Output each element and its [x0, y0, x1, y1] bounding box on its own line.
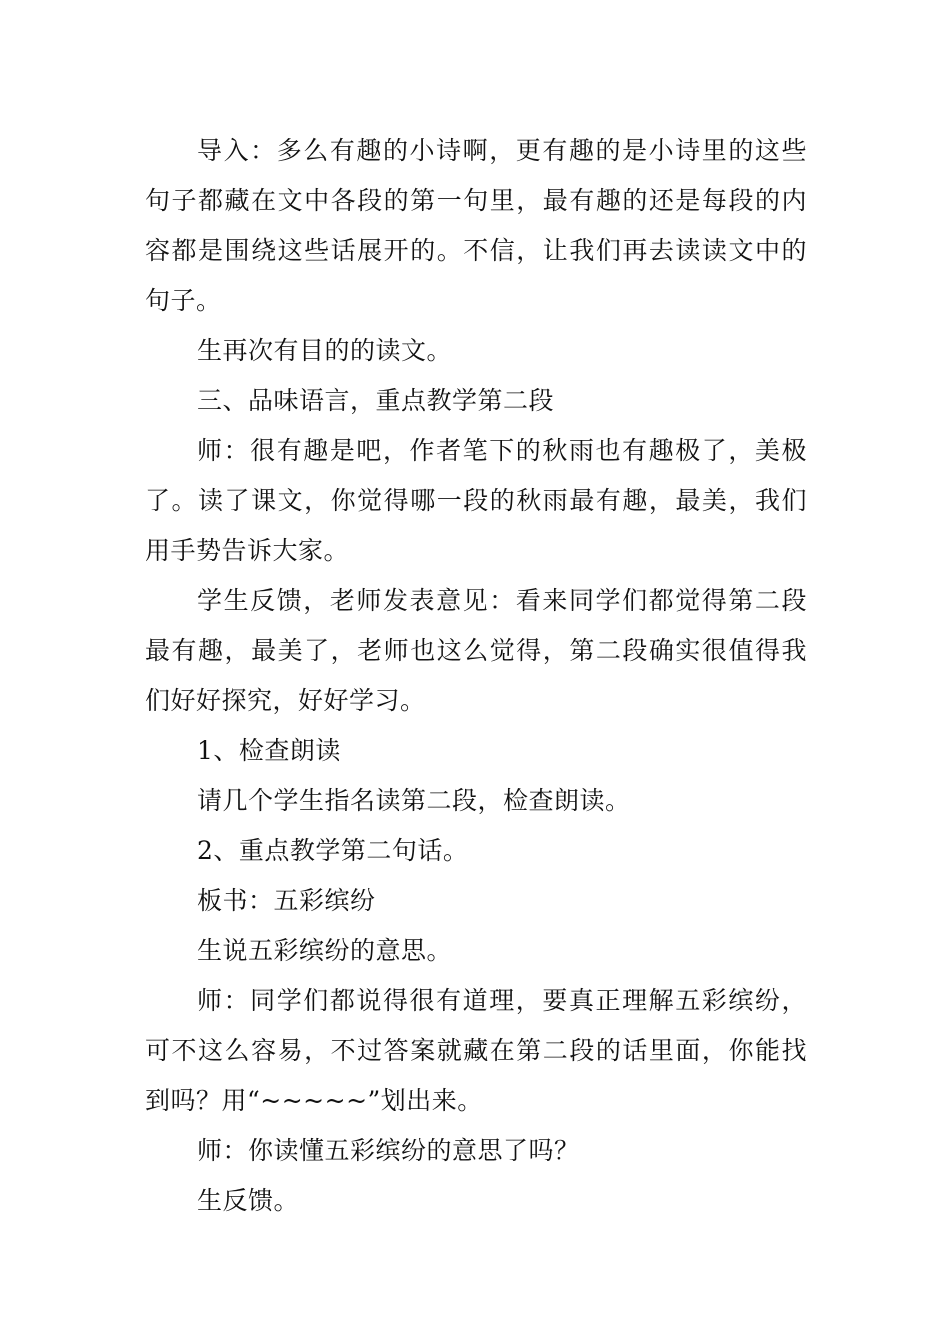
paragraph-intro: 导入：多么有趣的小诗啊，更有趣的是小诗里的这些句子都藏在文中各段的第一句里，最有趣的还是每段的内容都是围绕这些话展开的。不信，让我们再去读读文中的句子。 [145, 136, 807, 315]
paragraph-check-reading: 请几个学生指名读第二段，检查朗读。 [197, 786, 631, 815]
paragraph-teacher-find: 师：同学们都说得很有道理，要真正理解五彩缤纷，可不这么容易，不过答案就藏在第二段的话里面，你能找到吗？用“~~~~~”划出来。 [145, 986, 807, 1115]
paragraph-teacher-question: 师：很有趣是吧，作者笔下的秋雨也有趣极了，美极了。读了课文，你觉得哪一段的秋雨最有趣，最美，我们用手势告诉大家。 [145, 436, 807, 565]
paragraph-student-feedback: 学生反馈，老师发表意见：看来同学们都觉得第二段最有趣，最美了，老师也这么觉得，第二段确实很值得我们好好探究，好好学习。 [145, 586, 807, 715]
paragraph-meaning: 生说五彩缤纷的意思。 [197, 936, 453, 965]
document-body [145, 126, 807, 1226]
paragraph-teacher-ask: 师：你读懂五彩缤纷的意思了吗？ [197, 1136, 580, 1165]
section-heading-three: 三、品味语言，重点教学第二段 [197, 386, 555, 415]
paragraph-feedback: 生反馈。 [197, 1186, 300, 1215]
paragraph-board-writing: 板书：五彩缤纷 [197, 886, 376, 915]
step-heading-two: 2、重点教学第二句话。 [197, 836, 469, 865]
step-heading-one: 1、检查朗读 [197, 736, 341, 765]
paragraph-reread: 生再次有目的的读文。 [197, 336, 453, 365]
